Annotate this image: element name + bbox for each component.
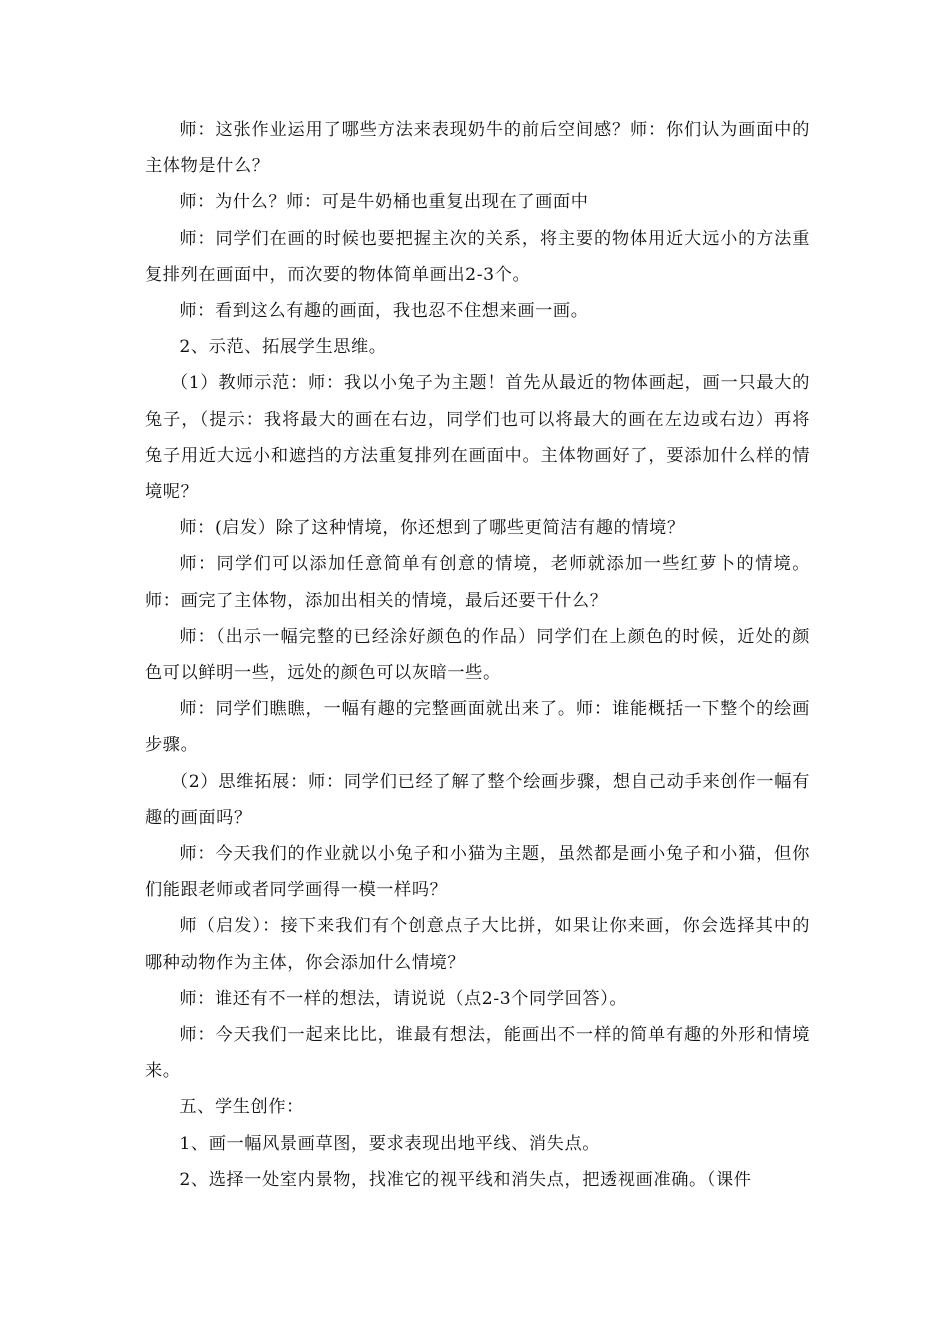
paragraph-why: 师：为什么？师：可是牛奶桶也重复出现在了画面中 xyxy=(179,192,589,213)
paragraph-creative-contest: 师（启发）：接下来我们有个创意点子大比拼，如果让你来画，你会选择其中的哪种动物作为主体，你会添加什么情境？ xyxy=(145,916,810,973)
paragraph-coloring: 师：（出示一幅完整的已经涂好颜色的作品）同学们在上颜色的时候，近处的颜色可以鲜明一些，远处的颜色可以灰暗一些。 xyxy=(145,626,810,684)
paragraph-other-ideas: 师：谁还有不一样的想法，请说说（点2-3个同学回答）。 xyxy=(179,988,628,1009)
paragraph-add-scene: 师：同学们可以添加任意简单有创意的情境，老师就添加一些红萝卜的情境。师：画完了主体物，添加出相关的情境，最后还要干什么？ xyxy=(145,554,810,611)
document-body xyxy=(145,112,810,1198)
paragraph-heading-student-creation: 五、学生创作： xyxy=(179,1097,304,1118)
paragraph-cow-question: 师：这张作业运用了哪些方法来表现奶牛的前后空间感？师：你们认为画面中的主体物是什么？ xyxy=(145,120,810,177)
paragraph-inspire: 师：(启发）除了这种情境，你还想到了哪些更简洁有趣的情境？ xyxy=(179,518,685,539)
paragraph-heading-demo: 2、示范、拓展学生思维。 xyxy=(179,337,387,358)
paragraph-compare: 师：今天我们一起来比比，谁最有想法，能画出不一样的简单有趣的外形和情境来。 xyxy=(145,1025,810,1082)
paragraph-summary: 师：同学们瞧瞧，一幅有趣的完整画面就出来了。师：谁能概括一下整个的绘画步骤。 xyxy=(145,699,810,756)
paragraph-task-1: 1、画一幅风景画草图，要求表现出地平线、消失点。 xyxy=(179,1133,601,1154)
paragraph-teacher-demo: （1）教师示范：师：我以小兔子为主题！首先从最近的物体画起，画一只最大的兔子，（提示：我将最大的画在右边，同学们也可以将最大的画在左边或右边）再将兔子用近大远小和遮挡的方法重复排列在画面中。主体物画好了，要添加什么样的情境呢？ xyxy=(145,373,810,503)
paragraph-homework-theme: 师：今天我们的作业就以小兔子和小猫为主题，虽然都是画小兔子和小猫，但你们能跟老师或者同学画得一模一样吗？ xyxy=(145,844,810,901)
paragraph-interesting: 师：看到这么有趣的画面，我也忍不住想来画一画。 xyxy=(179,301,589,322)
paragraph-thinking-expand: （2）思维拓展：师：同学们已经了解了整个绘画步骤，想自己动手来创作一幅有趣的画面吗？ xyxy=(145,771,810,828)
paragraph-main-secondary: 师：同学们在画的时候也要把握主次的关系，将主要的物体用近大远小的方法重复排列在画面中，而次要的物体简单画出2-3个。 xyxy=(145,228,810,285)
paragraph-task-2: 2、选择一处室内景物，找准它的视平线和消失点，把透视画准确。（课件 xyxy=(179,1169,752,1190)
